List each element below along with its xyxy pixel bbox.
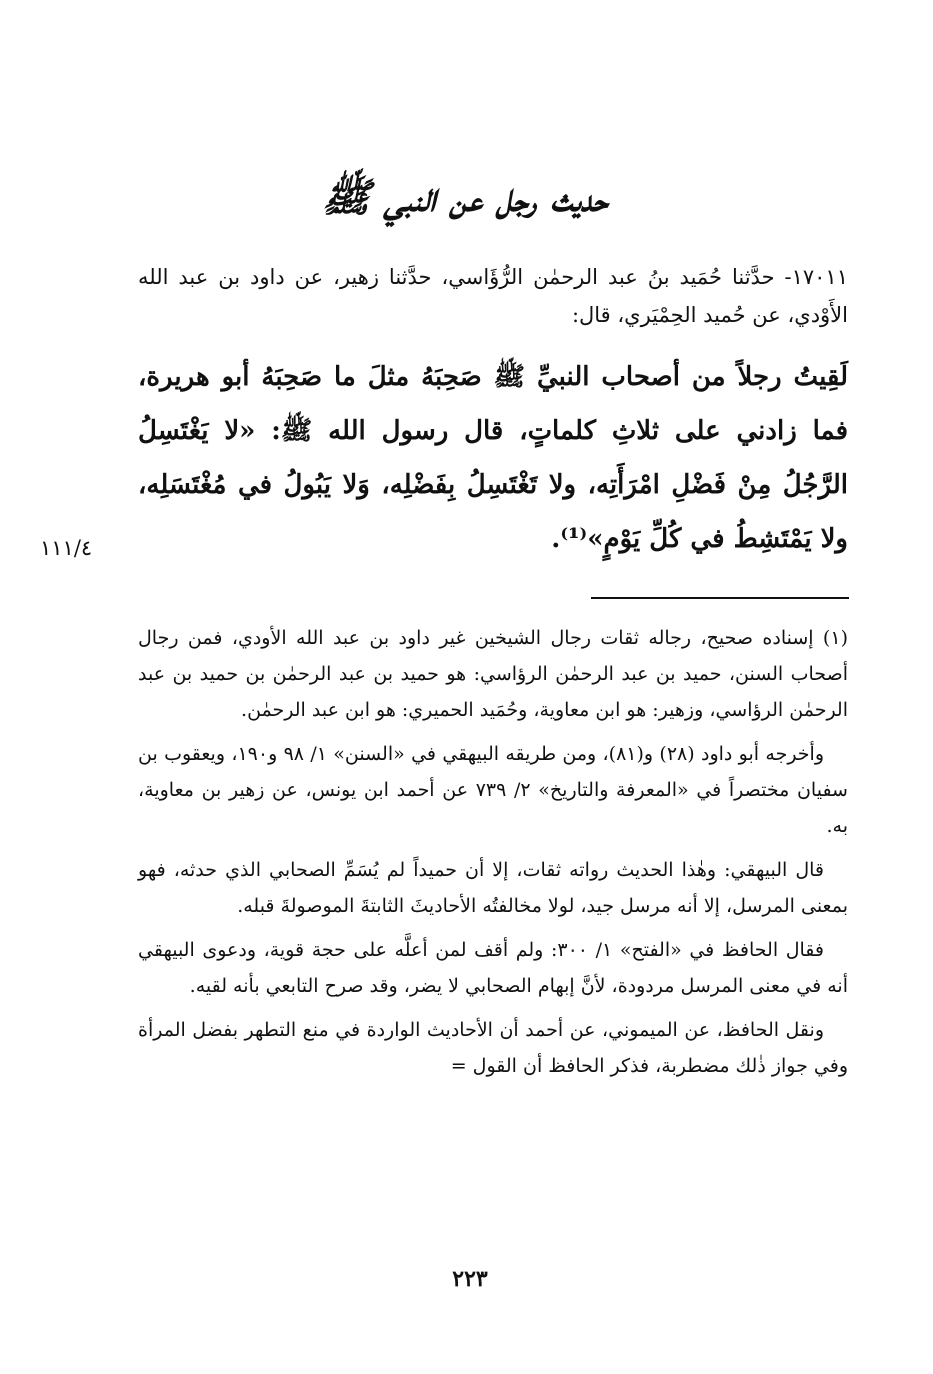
footnote-paragraph: (١) إسناده صحيح، رجاله ثقات رجال الشيخين غير داود بن عبد الله الأودي، فمن رجال أصحاب السنن، حميد بن عبد الرحمٰن الرؤاسي: هو حميد بن عبد الرحمٰن بن حميد بن عبد الرحمٰن الرؤاسي، وزهير: هو ابن معاوية، وحُمَيد الحميري: هو ابن عبد الرحمٰن. bbox=[138, 627, 848, 721]
margin-reference: ١١١/٤ bbox=[40, 536, 93, 560]
footnote-divider bbox=[591, 597, 849, 599]
hadith-matn: لَقِيتُ رجلاً من أصحاب النبيِّ ﷺ صَحِبَهُ مثلَ ما صَحِبَهُ أبو هريرة، فما زادني على ثلاثِ كلماتٍ، قال رسول الله ﷺ: «لا يَغْتَسِلُ الرَّجُلُ مِنْ فَضْلِ امْرَأَتِه، ولا تَغْتَسِلُ بِفَضْلِه، وَلا يَبُولُ في مُغْتَسَلِه، ولا يَمْتَشِطُ في كُلِّ يَوْمٍ»⁽¹⁾. bbox=[138, 362, 848, 554]
footnote-paragraph: فقال الحافظ في «الفتح» ١/ ٣٠٠: ولم أقف لمن أعلَّه على حجة قوية، ودعوى البيهقي أنه في معنى المرسل مردودة، لأنَّ إبهام الصحابي لا يضر، وقد صرح التابعي بأنه لقيه. bbox=[138, 939, 848, 997]
footnotes-section bbox=[138, 620, 848, 1092]
chapter-title: حديث رجل عن النبي ﷺ bbox=[321, 174, 609, 221]
footnote-paragraph: ونقل الحافظ، عن الميموني، عن أحمد أن الأحاديث الواردة في منع التطهر بفضل المرأة وفي جواز ذٰلك مضطربة، فذكر الحافظ أن القول = bbox=[138, 1019, 848, 1077]
footnote-paragraph: وأخرجه أبو داود (٢٨) و(٨١)، ومن طريقه البيهقي في «السنن» ١/ ٩٨ و١٩٠، ويعقوب بن سفيان مختصراً في «المعرفة والتاريخ» ٢/ ٧٣٩ عن أحمد ابن يونس، عن زهير بن معاوية، به. bbox=[138, 743, 848, 837]
footnote-paragraph: قال البيهقي: وهٰذا الحديث رواته ثقات، إلا أن حميداً لم يُسَمِّ الصحابي الذي حدثه، فهو بمعنى المرسل، إلا أنه مرسل جيد، لولا مخالفتُه الأحاديثَ الثابتةَ الموصولةَ قبله. bbox=[138, 859, 848, 917]
hadith-isnad: ١٧٠١١- حدَّثنا حُمَيد بنُ عبد الرحمٰن الرُّؤَاسي، حدَّثنا زهير، عن داود بن عبد الله الأَوْدي، عن حُميد الحِمْيَري، قال: bbox=[138, 265, 848, 327]
page-number: ٢٢٣ bbox=[452, 1266, 488, 1292]
